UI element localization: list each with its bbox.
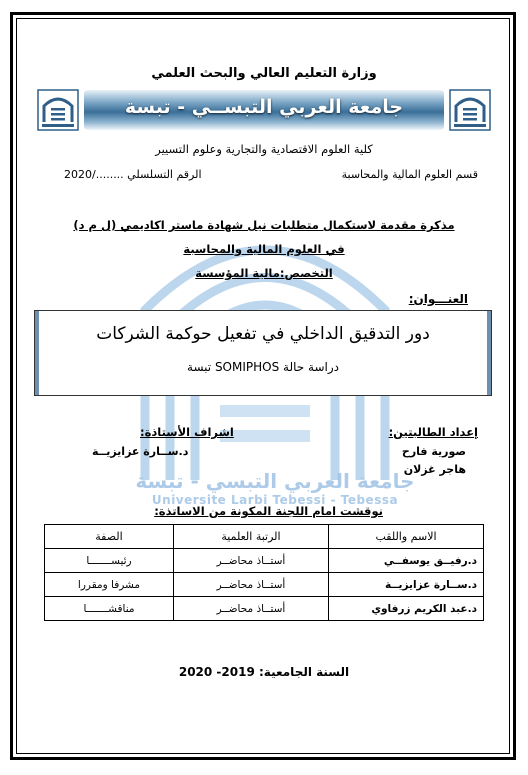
prepared-by-label: إعداد الطالبتين: bbox=[388, 425, 478, 439]
thesis-field: في العلوم المالية والمحاسبة bbox=[183, 242, 345, 256]
case-study: دراسة حالة SOMIPHOS تبسة bbox=[187, 360, 339, 374]
thesis-statement: مذكرة مقدمة لاستكمال متطلبات نيل شهادة ماستر اكاديمي (ل م د) bbox=[73, 218, 455, 232]
supervisor-name: د.ســارة عزايزيــة bbox=[92, 445, 189, 458]
member-name: د.ســارة عزايزيــة bbox=[329, 573, 484, 597]
member-role: مناقشـــــــا bbox=[45, 597, 174, 621]
supervision-label: اشراف الأستاذة: bbox=[140, 425, 234, 439]
committee-label: نوقشت امام اللجنة المكونة من الاساتذة: bbox=[154, 504, 383, 518]
serial-number: الرقم التسلسلي ......../2020 bbox=[64, 168, 202, 181]
column-header: الرتبة العلمية bbox=[174, 525, 329, 549]
table-row bbox=[45, 573, 484, 597]
university-logo-left bbox=[36, 88, 80, 132]
table-row bbox=[45, 549, 484, 573]
committee-table bbox=[44, 524, 484, 621]
title-label: العنـــوان: bbox=[408, 292, 468, 306]
student-name: صورية فارح bbox=[401, 445, 466, 458]
member-name: د.عبد الكريم زرفاوي bbox=[329, 597, 484, 621]
department-name: قسم العلوم المالية والمحاسبة bbox=[341, 168, 478, 181]
member-name: د.رفيــق يوسفــي bbox=[329, 549, 484, 573]
member-rank: أستــاذ محاضــر bbox=[174, 597, 329, 621]
thesis-specialty: التخصص:مالية المؤسسة bbox=[195, 266, 333, 280]
member-rank: أستــاذ محاضــر bbox=[174, 549, 329, 573]
table-header-row bbox=[45, 525, 484, 549]
table-row bbox=[45, 597, 484, 621]
title-box bbox=[34, 310, 492, 396]
thesis-title: دور التدقيق الداخلي في تفعيل حوكمة الشركات bbox=[96, 324, 430, 344]
watermark-arabic-text: جامعة العربي التبسي - تبسة bbox=[135, 469, 415, 493]
watermark-latin-text: Universite Larbi Tebessi - Tebessa bbox=[151, 493, 399, 507]
academic-year: السنة الجامعية: 2019- 2020 bbox=[178, 665, 350, 679]
faculty-name: كلية العلوم الاقتصادية والتجارية وعلوم التسيير bbox=[155, 142, 373, 156]
student-name: هاجر غزلان bbox=[403, 463, 466, 476]
column-header: الصفة bbox=[45, 525, 174, 549]
ministry-name: وزارة التعليم العالي والبحث العلمي bbox=[151, 66, 377, 81]
university-name: جامعة العربي التبســي - تبسة bbox=[124, 96, 404, 118]
member-rank: أستــاذ محاضــر bbox=[174, 573, 329, 597]
member-role: رئيســـــــا bbox=[45, 549, 174, 573]
member-role: مشرفا ومقررا bbox=[45, 573, 174, 597]
university-logo-right bbox=[448, 88, 492, 132]
column-header: الاسم واللقب bbox=[329, 525, 484, 549]
